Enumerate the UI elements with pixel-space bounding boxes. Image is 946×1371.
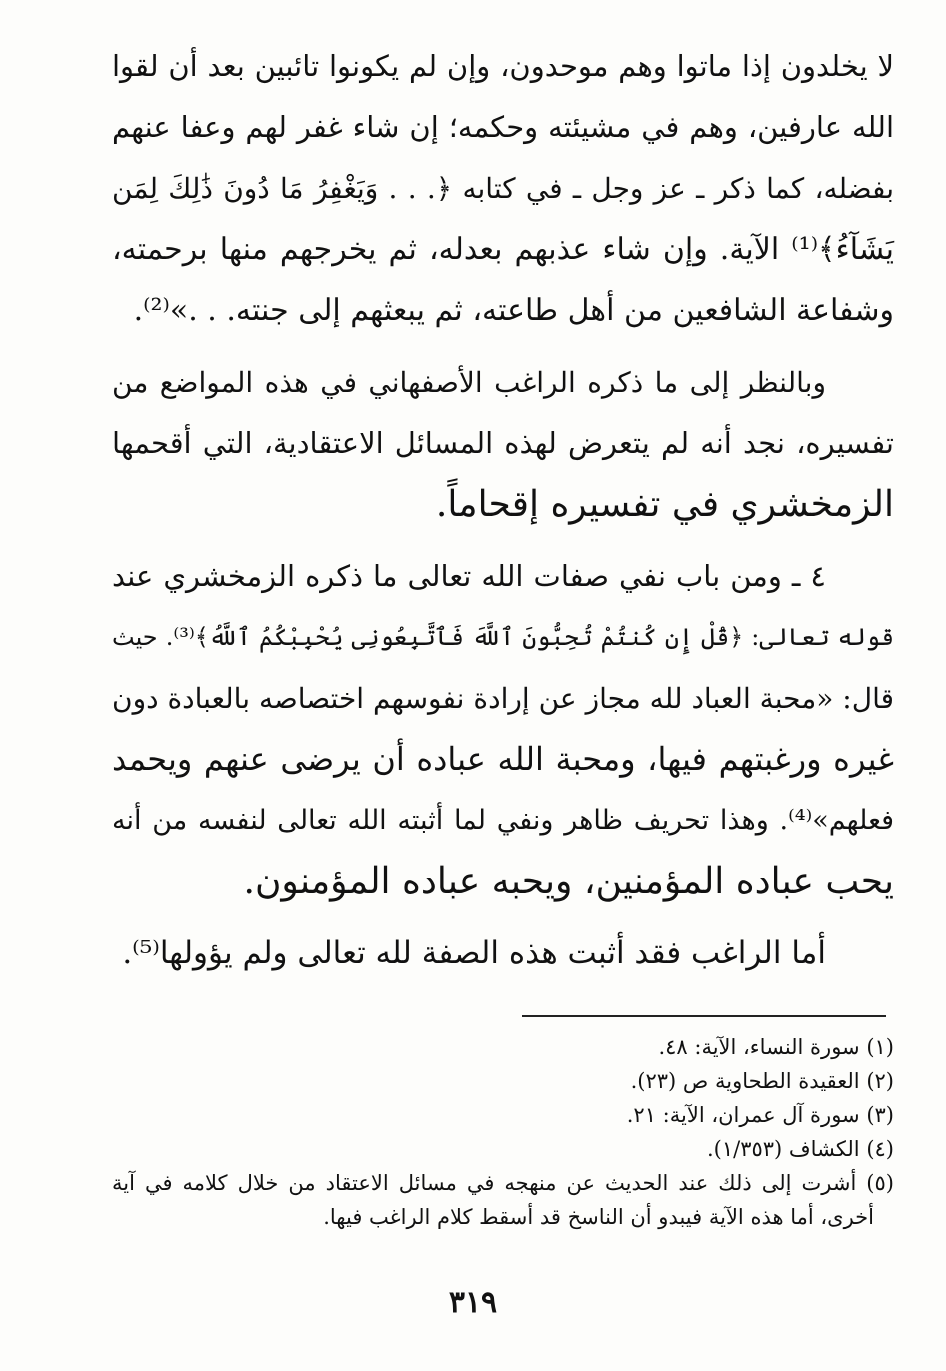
footnote-1: (١) سورة النساء، الآية: ٤٨.	[658, 1035, 894, 1059]
text-line: أما الراغب فقد أثبت هذه الصفة لله تعالى ولم يؤولها⁽⁵⁾.	[122, 935, 826, 971]
footnote-2: (٢) العقيدة الطحاوية ص (٢٣).	[630, 1069, 894, 1093]
page-number: ٣١٩	[448, 1285, 498, 1320]
footnote-4: (٤) الكشاف (١/٣٥٣).	[706, 1137, 894, 1161]
text-line: ٤ ـ ومن باب نفي صفات الله تعالى ما ذكره الزمخشري عند	[112, 559, 826, 593]
text-line: الزمخشري في تفسيره إقحاماً.	[435, 484, 894, 525]
paragraph-2	[112, 352, 894, 535]
text-line: وبالنظر إلى ما ذكره الراغب الأصفهاني في هذه المواضع من	[112, 366, 826, 399]
text-line: لا يخلدون إذا ماتوا وهم موحدون، وإن لم يكونوا تائبين بعد أن لقوا	[112, 49, 894, 83]
text-line: غيره ورغبتهم فيها، ومحبة الله عباده أن يرضى عنهم ويحمد	[112, 740, 894, 778]
text-line: قال: «محبة العباد لله مجاز عن إرادة نفوسهم اختصاصه بالعبادة دون	[112, 682, 894, 715]
footnote-5-continuation: أخرى، أما هذه الآية فيبدو أن الناسخ قد أسقط كلام الراغب فيها.	[323, 1205, 874, 1229]
footnote-separator	[522, 1015, 886, 1017]
paragraph-1	[112, 36, 894, 341]
text-line: فعلهم»⁽⁴⁾. وهذا تحريف ظاهر ونفي لما أثبته الله تعالى لنفسه من أنه	[112, 805, 894, 836]
text-line: يحب عباده المؤمنين، ويحبه عباده المؤمنون.	[243, 861, 894, 902]
footnotes	[112, 1030, 894, 1234]
text-line: وشفاعة الشافعين من أهل طاعته، ثم يبعثهم إلى جنته. . .»⁽²⁾.	[133, 293, 894, 328]
paragraph-3	[112, 546, 894, 912]
footnote-3: (٣) سورة آل عمران، الآية: ٢١.	[626, 1103, 894, 1127]
paragraph-4	[112, 923, 894, 984]
footnote-5: (٥) أشرت إلى ذلك عند الحديث عن منهجه في مسائل الاعتقاد من خلال كلامه في آية	[112, 1171, 894, 1195]
text-line: قوله تعالى: ﴿قُلْ إِن كُنتُمْ تُحِبُّونَ ٱللَّهَ فَٱتَّبِعُونِى يُحْبِبْكُمُ ٱللَّهُ﴾⁽³⁾. حيث	[112, 623, 895, 651]
text-line: بفضله، كما ذكر ـ عز وجل ـ في كتابه ﴿. . . وَيَغْفِرُ مَا دُونَ ذَٰلِكَ لِمَن	[112, 172, 894, 205]
main-text	[112, 36, 894, 995]
text-line: تفسيره، نجد أنه لم يتعرض لهذه المسائل الاعتقادية، التي أقحمها	[112, 426, 894, 460]
text-line: يَشَآءُ﴾⁽¹⁾ الآية. وإن شاء عذبهم بعدله، ثم يخرجهم منها برحمته،	[112, 232, 894, 267]
text-line: الله عارفين، وهم في مشيئته وحكمه؛ إن شاء غفر لهم وعفا عنهم	[112, 110, 894, 144]
